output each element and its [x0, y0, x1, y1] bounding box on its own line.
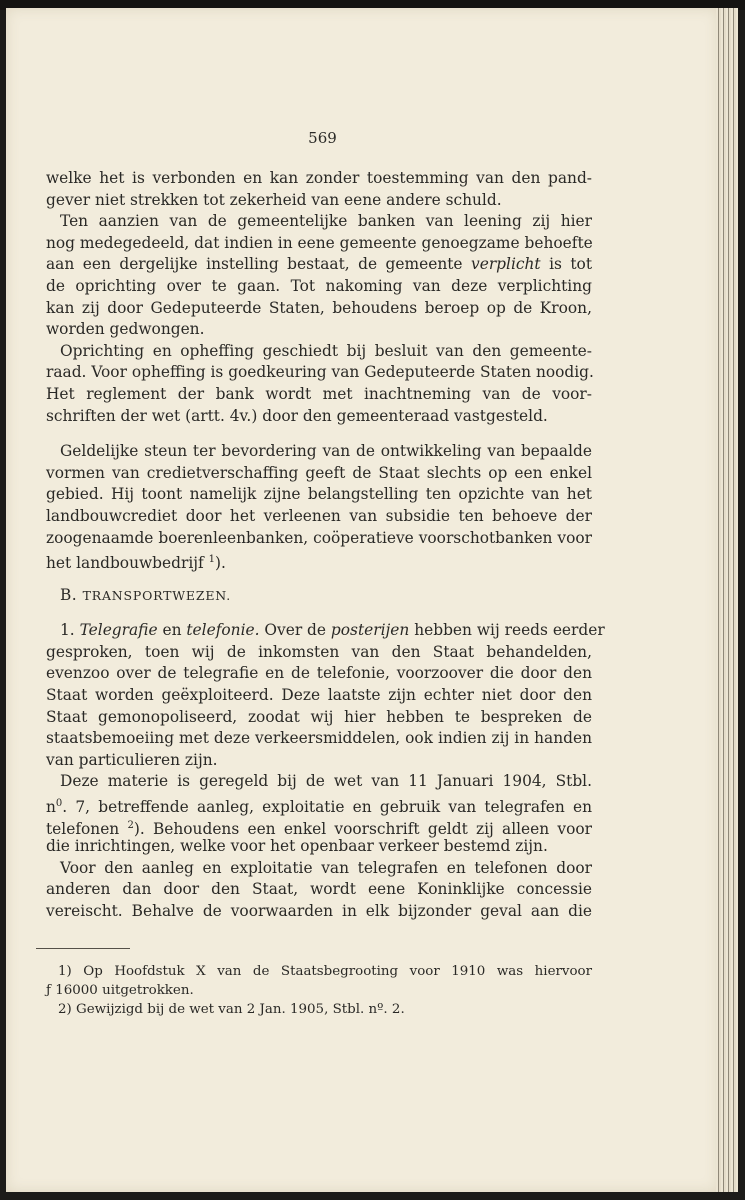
text-line: Het reglement der bank wordt met inachtneming van de voor-	[46, 384, 592, 403]
footnote-ref: 1	[208, 554, 215, 566]
text-line: Staat worden geëxploiteerd. Deze laatste zijn echter niet door den	[46, 686, 592, 705]
text-line: vormen van credietverschaffing geeft de Staat slechts op een enkel	[46, 463, 592, 482]
paragraph-gap	[46, 606, 592, 620]
section-title: TRANSPORTWEZEN.	[82, 587, 231, 603]
text-line: worden gedwongen.	[46, 320, 205, 339]
paragraph-gap	[46, 571, 592, 585]
text-span: ). Behoudens een enkel voorschrift geldt zij alleen voor	[133, 819, 592, 838]
text-line	[46, 815, 592, 837]
text-span: het landbouwbedrijf	[46, 554, 209, 573]
text-line: schriften der wet (artt. 4v.) door den gemeenteraad vastgesteld.	[46, 406, 548, 425]
footnote-divider	[36, 948, 130, 949]
text-line: die inrichtingen, welke voor het openbaar verkeer bestemd zijn.	[46, 837, 548, 856]
text-span: telefonen	[46, 819, 128, 838]
text-span: aan een dergelijke instelling bestaat, de gemeente	[46, 255, 472, 274]
emphasis-text: Telegrafie	[79, 621, 158, 640]
text-line: Ten aanzien van de gemeentelijke banken van leening zij hier	[60, 212, 592, 231]
text-line: van particulieren zijn.	[46, 750, 218, 769]
emphasis-text: verplicht	[471, 255, 541, 274]
section-label: B.	[60, 585, 78, 604]
text-line: vereischt. Behalve de voorwaarden in elk bijzonder geval aan die	[46, 902, 592, 920]
text-span: . 7, betreffende aanleg, exploitatie en gebruik van telegrafen en	[62, 798, 592, 817]
footnote-line: 1) Op Hoofdstuk X van de Staatsbegrooting voor 1910 was hiervoor	[58, 964, 592, 979]
text-line: gever niet strekken tot zekerheid van eene andere schuld.	[46, 190, 502, 209]
text-line: nog medegedeeld, dat indien in eene gemeente genoegzame behoefte	[46, 233, 593, 252]
text-line: raad. Voor opheffing is goedkeuring van Gedeputeerde Staten noodig.	[46, 363, 594, 382]
text-line: welke het is verbonden en kan zonder toestemming van den pand-	[46, 169, 592, 187]
text-line: anderen dan door den Staat, wordt eene Koninklijke concessie	[46, 880, 592, 899]
text-line: zoogenaamde boerenleenbanken, coöperatieve voorschotbanken voor	[46, 528, 592, 547]
text-line: landbouwcrediet door het verleenen van subsidie ten behoeve der	[46, 506, 592, 525]
footnote-line: ƒ 16000 uitgetrokken.	[46, 983, 194, 998]
text-line: gesproken, toen wij de inkomsten van den Staat behandelden,	[46, 642, 592, 661]
page-stack-edges	[716, 8, 738, 1192]
footnotes	[46, 962, 592, 1019]
text-span: ).	[215, 554, 226, 573]
emphasis-text: telefonie.	[186, 621, 260, 640]
emphasis-text: posterijen	[330, 621, 410, 640]
text-line: evenzoo over de telegrafie en de telefonie, voorzoover die door den	[46, 664, 592, 683]
footnote-line: 2) Gewijzigd bij de wet van 2 Jan. 1905, Stbl. nº. 2.	[58, 1002, 405, 1017]
text-line: gebied. Hij toont namelijk zijne belangstelling ten opzichte van het	[46, 485, 592, 504]
paragraph-gap	[46, 427, 592, 441]
text-line	[46, 254, 592, 276]
text-span: en	[157, 621, 187, 640]
text-line: kan zij door Gedeputeerde Staten, behoudens beroep op de Kroon,	[46, 298, 592, 317]
text-span: 1.	[60, 621, 75, 640]
text-line: de oprichting over te gaan. Tot nakoming van deze verplichting	[46, 276, 592, 295]
text-span: Over de	[259, 621, 331, 640]
text-line	[46, 793, 592, 815]
text-span: is tot	[540, 255, 592, 274]
text-line	[46, 620, 605, 642]
body-text	[46, 168, 605, 923]
text-line: Deze materie is geregeld bij de wet van 11 Januari 1904, Stbl.	[60, 772, 592, 791]
text-line: Geldelijke steun ter bevordering van de ontwikkeling van bepaalde	[60, 442, 592, 461]
text-span: n	[46, 798, 56, 817]
text-span: hebben wij reeds eerder	[409, 621, 605, 640]
text-line: Staat gemonopoliseerd, zoodat wij hier hebben te bespreken de	[46, 707, 592, 726]
superscript: 0	[55, 798, 63, 810]
section-heading	[46, 585, 592, 607]
page-number: 569	[308, 129, 337, 147]
text-line: Voor den aanleg en exploitatie van telegrafen en telefonen door	[60, 858, 592, 877]
text-line: Oprichting en opheffing geschiedt bij besluit van den gemeente-	[60, 341, 592, 360]
text-line	[46, 549, 592, 571]
text-line: staatsbemoeiing met deze verkeersmiddelen, ook indien zij in handen	[46, 729, 592, 748]
footnote-ref: 2	[127, 819, 134, 831]
